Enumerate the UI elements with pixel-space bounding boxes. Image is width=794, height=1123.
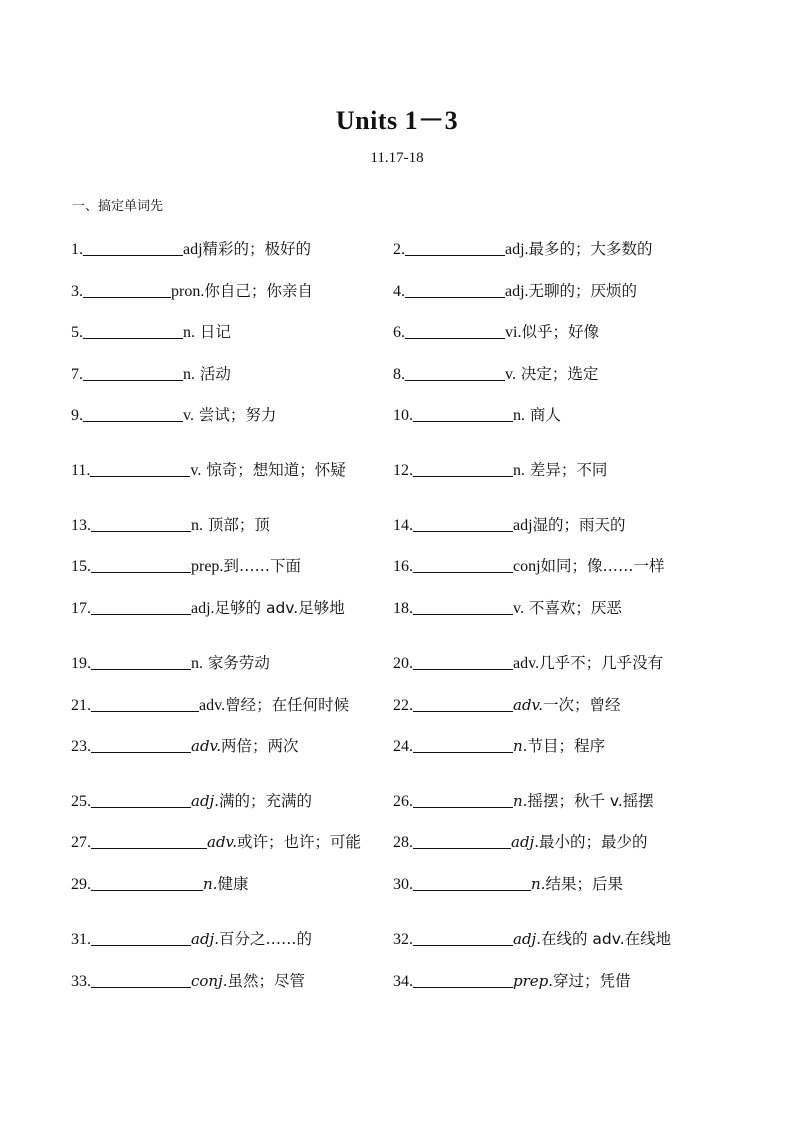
page-date: 11.17-18 (370, 150, 424, 166)
word-meaning: 几乎不；几乎没有 (539, 654, 664, 672)
vocab-row (0, 733, 794, 759)
part-of-speech: adj (513, 517, 533, 534)
answer-blank[interactable] (91, 927, 191, 946)
vocab-item (71, 402, 276, 429)
vocab-row (0, 319, 794, 345)
vocab-row (0, 926, 794, 952)
word-meaning: 尝试；努力 (193, 406, 277, 424)
item-number: 24. (393, 738, 413, 755)
item-number: 9. (71, 407, 83, 424)
part-of-speech: n. (183, 366, 195, 383)
answer-blank[interactable] (405, 279, 505, 298)
vocab-item (71, 829, 361, 856)
word-meaning: 虽然；尽管 (227, 972, 306, 990)
word-meaning: 家务劳动 (203, 654, 270, 672)
vocab-row (0, 512, 794, 538)
item-number: 30. (393, 876, 413, 893)
item-number: 5. (71, 324, 83, 341)
part-of-speech: n. (191, 655, 203, 672)
vocab-item (393, 788, 654, 815)
part-of-speech: n. (191, 517, 203, 534)
word-meaning: 或许；也许；可能 (237, 833, 362, 851)
vocab-row (0, 829, 794, 855)
part-of-speech: adv. (513, 696, 544, 714)
part-of-speech: n. (513, 462, 525, 479)
answer-blank[interactable] (91, 734, 191, 753)
section-heading: 一、搞定单词先 (72, 199, 164, 214)
item-number: 14. (393, 517, 413, 534)
answer-blank[interactable] (413, 693, 513, 712)
vocab-item (71, 871, 248, 898)
part-of-speech: conj. (191, 972, 228, 990)
part-of-speech: n. (513, 407, 525, 424)
item-number: 28. (393, 834, 413, 851)
word-meaning: 活动 (195, 365, 231, 383)
word-meaning: 满的；充满的 (218, 792, 312, 810)
item-number: 19. (71, 655, 91, 672)
word-meaning: 穿过；凭借 (553, 972, 631, 990)
word-meaning: 商人 (525, 406, 561, 424)
vocab-row (0, 788, 794, 814)
answer-blank[interactable] (405, 320, 505, 339)
part-of-speech: adj. (191, 600, 215, 617)
vocab-item (393, 926, 671, 953)
word-meaning: 决定；选定 (515, 365, 599, 383)
word-meaning: 两倍；两次 (221, 737, 299, 755)
vocab-item (393, 829, 647, 856)
word-meaning: 无聊的；厌烦的 (528, 282, 638, 300)
part-of-speech: conj (513, 558, 541, 575)
word-meaning: 足够的 adv.足够地 (214, 599, 345, 617)
item-number: 27. (71, 834, 91, 851)
item-number: 25. (71, 793, 91, 810)
vocab-row (0, 871, 794, 897)
part-of-speech: adv. (513, 655, 540, 672)
vocab-item (71, 968, 305, 995)
vocab-item (71, 553, 301, 580)
part-of-speech: pron. (171, 283, 205, 300)
word-meaning: 似乎；好像 (521, 323, 599, 341)
vocab-row (0, 361, 794, 387)
part-of-speech: adj. (511, 833, 539, 851)
part-of-speech: n. (513, 792, 528, 810)
part-of-speech: n. (531, 875, 546, 893)
answer-blank[interactable] (83, 237, 183, 256)
item-number: 13. (71, 517, 91, 534)
item-number: 32. (393, 931, 413, 948)
item-number: 26. (393, 793, 413, 810)
vocab-item (393, 595, 622, 622)
word-meaning: 精彩的；极好的 (202, 240, 312, 258)
answer-blank[interactable] (413, 734, 513, 753)
vocab-row (0, 968, 794, 994)
word-meaning: 不喜欢；厌恶 (523, 599, 622, 617)
vocab-row (0, 692, 794, 718)
vocab-item (71, 692, 349, 719)
word-meaning: 日记 (195, 323, 231, 341)
answer-blank[interactable] (83, 403, 183, 422)
word-meaning: 如同；像……一样 (540, 557, 665, 575)
vocab-row (0, 278, 794, 304)
part-of-speech: adv. (199, 697, 226, 714)
word-meaning: 惊奇；想知道；怀疑 (201, 461, 346, 479)
vocab-row (0, 595, 794, 621)
answer-blank[interactable] (413, 513, 513, 532)
vocab-item (393, 968, 631, 995)
item-number: 7. (71, 366, 83, 383)
part-of-speech: adj. (513, 930, 541, 948)
item-number: 29. (71, 876, 91, 893)
vocab-item (393, 278, 637, 305)
answer-blank[interactable] (413, 403, 513, 422)
answer-blank[interactable] (83, 320, 183, 339)
part-of-speech: adj. (505, 241, 529, 258)
item-number: 3. (71, 283, 83, 300)
vocab-item (71, 361, 231, 388)
answer-blank[interactable] (83, 362, 183, 381)
item-number: 34. (393, 973, 413, 990)
part-of-speech: prep. (513, 972, 554, 990)
word-meaning: 最小的；最少的 (538, 833, 648, 851)
vocab-item (393, 733, 605, 760)
item-number: 22. (393, 697, 413, 714)
word-meaning: 健康 (217, 875, 249, 893)
answer-blank[interactable] (90, 458, 190, 477)
part-of-speech: n. (183, 324, 195, 341)
item-number: 2. (393, 241, 405, 258)
part-of-speech: v. (505, 366, 516, 383)
word-meaning: 顶部；顶 (203, 516, 270, 534)
vocab-item (71, 595, 345, 622)
answer-blank[interactable] (413, 458, 513, 477)
word-meaning: 百分之……的 (218, 930, 312, 948)
item-number: 21. (71, 697, 91, 714)
item-number: 23. (71, 738, 91, 755)
word-meaning: 你自己；你亲自 (204, 282, 313, 300)
part-of-speech: adj. (191, 792, 219, 810)
part-of-speech: adj (183, 241, 203, 258)
answer-blank[interactable] (91, 513, 191, 532)
vocab-item (71, 733, 299, 760)
vocab-item (393, 553, 665, 580)
word-meaning: 节目；程序 (527, 737, 605, 755)
item-number: 16. (393, 558, 413, 575)
answer-blank[interactable] (91, 596, 191, 615)
vocab-row (0, 457, 794, 483)
part-of-speech: adj. (505, 283, 529, 300)
part-of-speech: vi. (505, 324, 522, 341)
answer-blank[interactable] (91, 872, 203, 891)
word-meaning: 摇摆；秋千 v.摇摆 (527, 792, 654, 810)
answer-blank[interactable] (83, 279, 171, 298)
item-number: 17. (71, 600, 91, 617)
vocab-row (0, 236, 794, 262)
answer-blank[interactable] (91, 693, 199, 712)
part-of-speech: v. (513, 600, 524, 617)
vocab-row (0, 402, 794, 428)
item-number: 4. (393, 283, 405, 300)
item-number: 11. (71, 462, 91, 479)
part-of-speech: v. (183, 407, 194, 424)
item-number: 31. (71, 931, 91, 948)
part-of-speech: adv. (191, 737, 222, 755)
part-of-speech: n. (203, 875, 218, 893)
answer-blank[interactable] (413, 651, 513, 670)
answer-blank[interactable] (413, 830, 511, 849)
vocab-row (0, 650, 794, 676)
part-of-speech: prep. (191, 558, 224, 575)
answer-blank[interactable] (91, 789, 191, 808)
vocab-item (393, 236, 653, 263)
vocab-item (393, 319, 599, 346)
answer-blank[interactable] (91, 969, 191, 988)
item-number: 18. (393, 600, 413, 617)
vocab-item (71, 650, 270, 677)
answer-blank[interactable] (91, 651, 191, 670)
answer-blank[interactable] (405, 362, 505, 381)
vocab-item (393, 361, 598, 388)
vocab-row (0, 553, 794, 579)
vocab-item (393, 692, 621, 719)
answer-blank[interactable] (413, 872, 531, 891)
item-number: 10. (393, 407, 413, 424)
item-number: 6. (393, 324, 405, 341)
word-meaning: 差异；不同 (525, 461, 608, 479)
vocab-item (393, 871, 623, 898)
vocab-item (71, 926, 312, 953)
vocab-item (393, 512, 626, 539)
item-number: 20. (393, 655, 413, 672)
word-meaning: 湿的；雨天的 (532, 516, 626, 534)
part-of-speech: n. (513, 737, 528, 755)
page-title: Units 1－3 (335, 106, 459, 135)
word-meaning: 在线的 adv.在线地 (540, 930, 672, 948)
word-meaning: 到……下面 (223, 557, 301, 575)
word-meaning: 一次；曾经 (543, 696, 621, 714)
vocab-item (393, 650, 663, 677)
vocab-item (71, 788, 312, 815)
part-of-speech: adv. (207, 833, 238, 851)
vocab-item (71, 236, 311, 263)
item-number: 12. (393, 462, 413, 479)
item-number: 33. (71, 973, 91, 990)
vocab-item (71, 278, 313, 305)
answer-blank[interactable] (413, 789, 513, 808)
vocab-item (71, 512, 270, 539)
answer-blank[interactable] (91, 554, 191, 573)
item-number: 1. (71, 241, 83, 258)
answer-blank[interactable] (405, 237, 505, 256)
answer-blank[interactable] (91, 830, 207, 849)
item-number: 8. (393, 366, 405, 383)
answer-blank[interactable] (413, 969, 513, 988)
vocab-item (71, 319, 231, 346)
part-of-speech: v. (190, 462, 202, 479)
vocab-item (71, 457, 346, 484)
word-meaning: 最多的；大多数的 (528, 240, 653, 258)
part-of-speech: adj. (191, 930, 219, 948)
word-meaning: 结果；后果 (545, 875, 623, 893)
vocab-item (393, 457, 607, 484)
item-number: 15. (71, 558, 91, 575)
answer-blank[interactable] (413, 596, 513, 615)
word-meaning: 曾经；在任何时候 (225, 696, 350, 714)
answer-blank[interactable] (413, 554, 513, 573)
answer-blank[interactable] (413, 927, 513, 946)
vocab-item (393, 402, 561, 429)
